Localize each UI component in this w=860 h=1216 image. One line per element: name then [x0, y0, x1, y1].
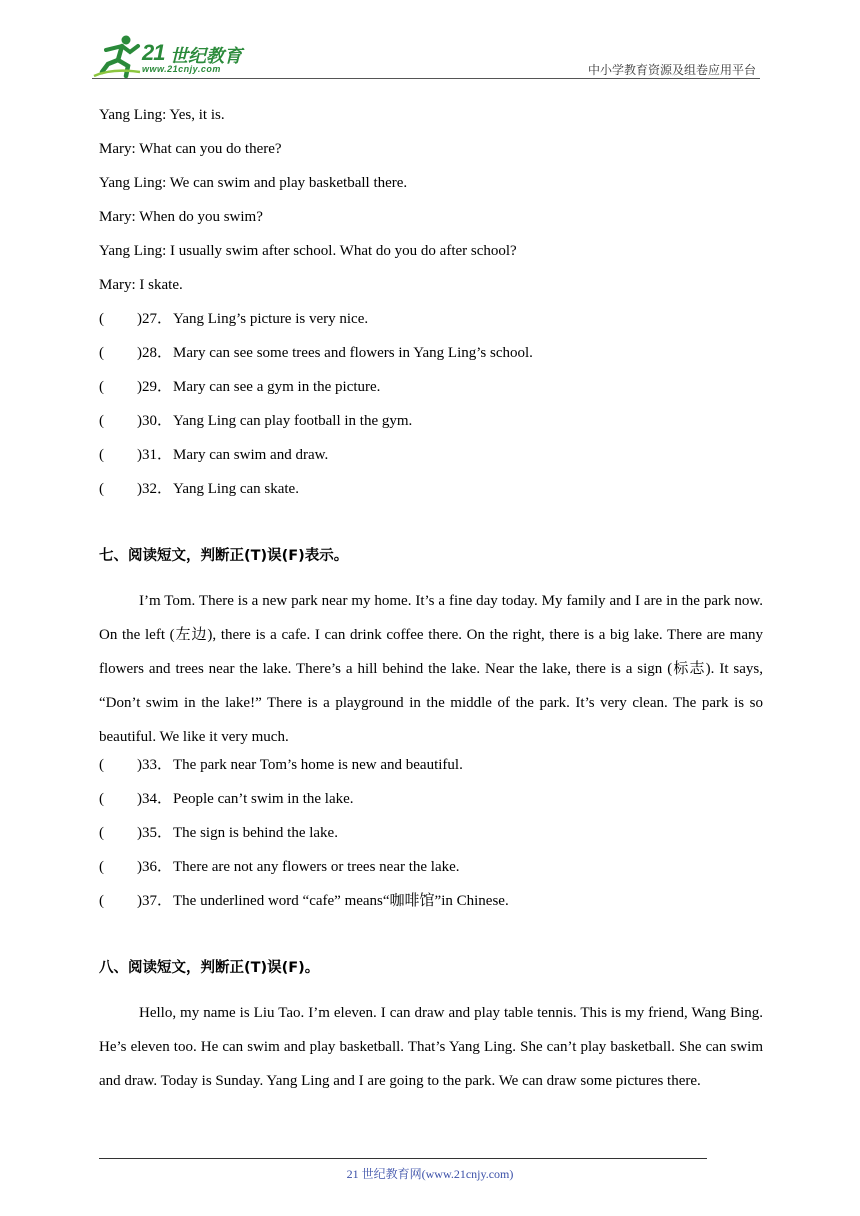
question-number: )29． [137, 379, 172, 395]
footer-divider [99, 1158, 707, 1159]
question-text: The park near Tom’s home is new and beautiful. [173, 757, 463, 773]
question-text: There are not any flowers or trees near the lake. [173, 859, 460, 875]
question-number: )36． [137, 859, 172, 875]
dialogue-line: Yang Ling: I usually swim after school. What do you do after school? [99, 243, 517, 259]
question-28 [99, 342, 763, 376]
question-29 [99, 376, 763, 410]
question-text: The sign is behind the lake. [173, 825, 338, 841]
question-number: )28． [137, 345, 172, 361]
question-31 [99, 444, 763, 478]
dialogue-line: Mary: When do you swim? [99, 209, 263, 225]
question-34 [99, 788, 763, 822]
question-30 [99, 410, 763, 444]
answer-blank[interactable]: ( [99, 893, 104, 909]
section-7-passage: I’m Tom. There is a new park near my home. It’s a fine day today. My family and I are in the park now. On the left (左边), there is a cafe. I can drink coffee there. On the right, there is a big lake. There are many flowers and trees near the lake. There’s a hill behind the lake. Near the lake, there is a sign (标志). It says, “Don’t swim in the lake!” There is a playground in the middle of the park. It’s very clean. The park is so beautiful. We like it very much. [99, 593, 763, 745]
document-body [99, 104, 763, 1098]
answer-blank[interactable]: ( [99, 345, 104, 361]
question-text: Mary can swim and draw. [173, 447, 329, 463]
dialogue-line: Mary: I skate. [99, 277, 183, 293]
question-text: Yang Ling can skate. [173, 481, 299, 497]
dialogue-line: Mary: What can you do there? [99, 141, 282, 157]
question-number: )33． [137, 757, 172, 773]
logo-text: 世纪教育 [170, 46, 242, 67]
answer-blank[interactable]: ( [99, 757, 104, 773]
question-37 [99, 890, 763, 924]
question-number: )32． [137, 481, 172, 497]
question-35 [99, 822, 763, 856]
question-text: The underlined word “cafe” means“咖啡馆”in Chinese. [173, 893, 509, 909]
answer-blank[interactable]: ( [99, 447, 104, 463]
answer-blank[interactable]: ( [99, 791, 104, 807]
answer-blank[interactable]: ( [99, 859, 104, 875]
question-text: People can’t swim in the lake. [173, 791, 354, 807]
question-27 [99, 308, 763, 342]
header-platform-text: 中小学教育资源及组卷应用平台 [587, 63, 756, 77]
dialogue-line: Yang Ling: Yes, it is. [99, 107, 225, 123]
answer-blank[interactable]: ( [99, 379, 104, 395]
footer-text: 21 世纪教育网(www.21cnjy.com) [346, 1167, 514, 1181]
question-number: )30． [137, 413, 172, 429]
section-7-heading: 七、阅读短文，判断正(T)误(F)表示。 [99, 548, 349, 564]
runner-logo-icon [92, 34, 144, 78]
question-number: )37． [137, 893, 172, 909]
answer-blank[interactable]: ( [99, 825, 104, 841]
section-8-heading: 八、阅读短文，判断正(T)误(F)。 [99, 960, 320, 976]
question-text: Yang Ling can play football in the gym. [173, 413, 413, 429]
question-number: )34． [137, 791, 172, 807]
answer-blank[interactable]: ( [99, 311, 104, 327]
section-8-passage: Hello, my name is Liu Tao. I’m eleven. I can draw and play table tennis. This is my friend, Wang Bing. He’s eleven too. He can swim and play basketball. That’s Yang Ling. She can’t play basketball. She can swim and draw. Today is Sunday. Yang Ling and I are going to the park. We can draw some pictures there. [99, 1005, 763, 1089]
logo-url: www.21cnjy.com [142, 64, 221, 74]
logo-number: 21 [142, 40, 165, 65]
page-header [92, 34, 760, 80]
question-number: )35． [137, 825, 172, 841]
answer-blank[interactable]: ( [99, 481, 104, 497]
question-number: )31． [137, 447, 172, 463]
logo [92, 34, 262, 78]
header-divider [92, 78, 760, 79]
question-text: Mary can see a gym in the picture. [173, 379, 381, 395]
question-32 [99, 478, 763, 512]
question-text: Yang Ling’s picture is very nice. [173, 311, 369, 327]
question-36 [99, 856, 763, 890]
question-33 [99, 754, 763, 788]
dialogue-line: Yang Ling: We can swim and play basketball there. [99, 175, 408, 191]
question-text: Mary can see some trees and flowers in Yang Ling’s school. [173, 345, 533, 361]
question-number: )27． [137, 311, 172, 327]
answer-blank[interactable]: ( [99, 413, 104, 429]
